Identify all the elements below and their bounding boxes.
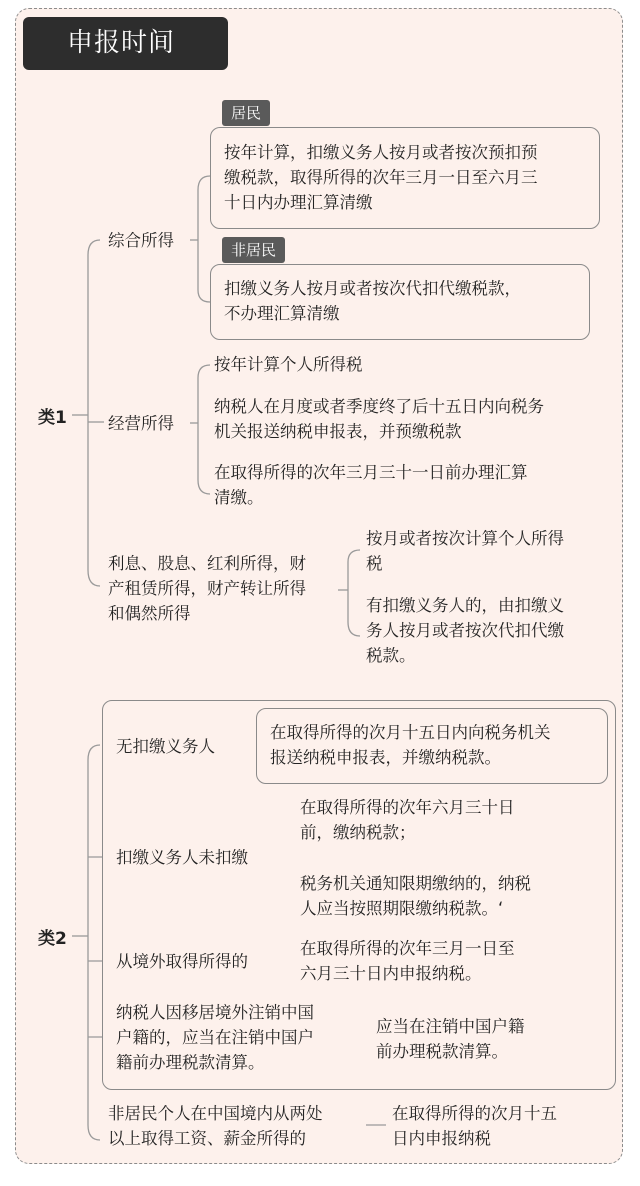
page-title: 申报时间: [23, 17, 228, 70]
weikoujiao-item-2-line-2: 人应当按照期限缴纳税款。‘: [300, 899, 504, 918]
resident-line-3: 十日内办理汇算清缴: [224, 193, 373, 212]
nonresident-line-2: 不办理汇算清缴: [224, 304, 340, 323]
lixi-label-line-3: 和偶然所得: [108, 604, 191, 623]
lixi-item-1-line-2: 税: [366, 554, 383, 573]
jingying-item-3-line-2: 清缴。: [214, 488, 264, 507]
lixi-item-1-line-1: 按月或者按次计算个人所得: [366, 529, 564, 548]
yiju-line-2: 前办理税款清算。: [376, 1042, 508, 1061]
jingying-item-2-line-2: 机关报送纳税申报表，并预缴税款: [214, 422, 462, 441]
nonresident-tag: 非居民: [222, 237, 285, 263]
yiju-label-line-2: 户籍的，应当在注销中国户: [116, 1028, 314, 1047]
weikoujiao-item-1-line-2: 前，缴纳税款；: [300, 823, 416, 842]
jingying-item-3-line-1: 在取得所得的次年三月三十一日前办理汇算: [214, 463, 528, 482]
wukoujiao-line-2: 报送纳税申报表，并缴纳税款。: [270, 748, 501, 767]
resident-tag: 居民: [222, 100, 270, 126]
zonghe-label: 综合所得: [108, 231, 174, 250]
lixi-item-2-line-1: 有扣缴义务人的，由扣缴义: [366, 596, 564, 615]
jingying-label: 经营所得: [108, 414, 174, 433]
feijumin-label-line-1: 非居民个人在中国境内从两处: [108, 1104, 323, 1123]
feijumin-line-1: 在取得所得的次月十五: [392, 1104, 557, 1123]
wukoujiao-line-1: 在取得所得的次月十五日内向税务机关: [270, 723, 551, 742]
weikoujiao-item-1-line-1: 在取得所得的次年六月三十日: [300, 798, 515, 817]
feijumin-line-2: 日内申报纳税: [392, 1129, 491, 1148]
lixi-label-line-1: 利息、股息、红利所得，财: [108, 554, 306, 573]
yiju-label-line-1: 纳税人因移居境外注销中国: [116, 1003, 314, 1022]
category-2-label: 类2: [38, 929, 67, 949]
resident-line-2: 缴税款，取得所得的次年三月一日至六月三: [224, 168, 538, 187]
jingying-item-2-line-1: 纳税人在月度或者季度终了后十五日内向税务: [214, 397, 544, 416]
feijumin-label-line-2: 以上取得工资、薪金所得的: [108, 1129, 306, 1148]
lixi-label-line-2: 产租赁所得，财产转让所得: [108, 579, 306, 598]
jingwai-line-2: 六月三十日内申报纳税。: [300, 964, 482, 983]
nonresident-line-1: 扣缴义务人按月或者按次代扣代缴税款，: [224, 279, 521, 298]
yiju-label-line-3: 籍前办理税款清算。: [116, 1053, 265, 1072]
jingwai-label: 从境外取得所得的: [116, 952, 248, 971]
weikoujiao-label: 扣缴义务人未扣缴: [116, 848, 248, 867]
lixi-item-2-line-3: 税款。: [366, 646, 416, 665]
wukoujiao-label: 无扣缴义务人: [116, 737, 215, 756]
weikoujiao-item-2-line-1: 税务机关通知限期缴纳的，纳税: [300, 874, 531, 893]
resident-line-1: 按年计算，扣缴义务人按月或者按次预扣预: [224, 143, 538, 162]
jingying-item-1: 按年计算个人所得税: [214, 355, 363, 374]
lixi-item-2-line-2: 务人按月或者按次代扣代缴: [366, 621, 564, 640]
category-1-label: 类1: [38, 408, 67, 428]
yiju-line-1: 应当在注销中国户籍: [376, 1017, 525, 1036]
jingwai-line-1: 在取得所得的次年三月一日至: [300, 939, 515, 958]
